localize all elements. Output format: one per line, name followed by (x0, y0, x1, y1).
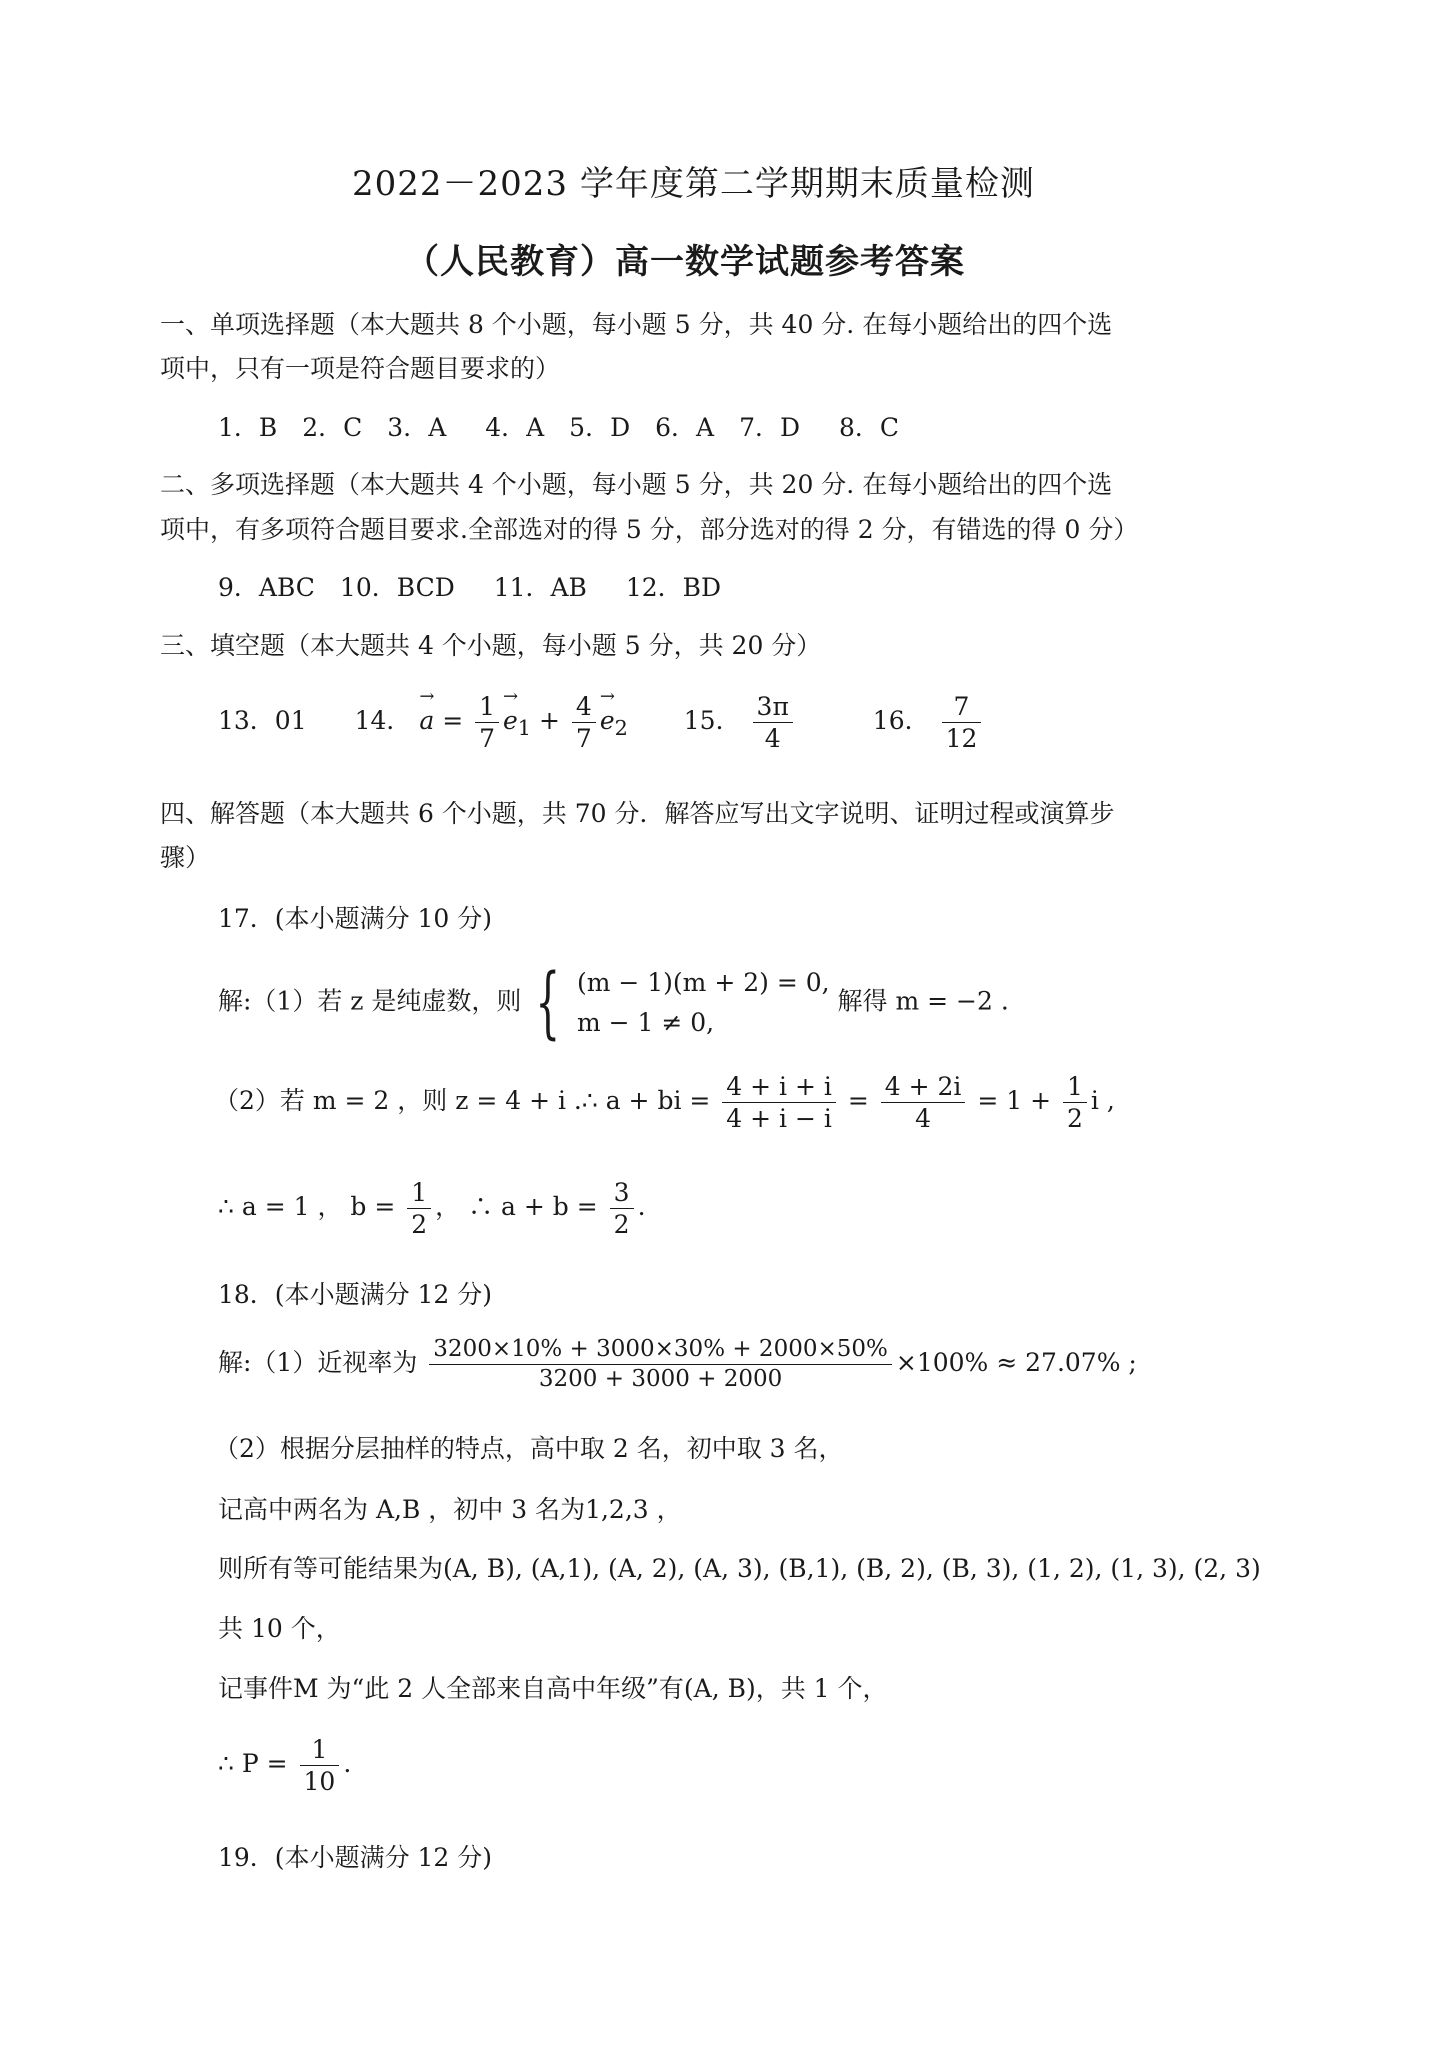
sec1-heading-line1: 一、单项选择题（本大题共 8 个小题，每小题 5 分，共 40 分. 在每小题给出的四个选 (160, 310, 1113, 339)
q14-label: 14． (354, 706, 412, 735)
vector-a: → a (419, 708, 434, 733)
q18-part1 (218, 1338, 1137, 1391)
q18-part7-prefix: ∴ P = (218, 1749, 288, 1778)
q18-part7 (218, 1737, 351, 1794)
q17-part3-b: ， ∴ a + b = (435, 1192, 598, 1221)
q17-header: 17．(本小题满分 10 分) (218, 904, 493, 933)
q18-header: 18．(本小题满分 12 分) (218, 1280, 493, 1309)
vector-e1: → e (503, 708, 518, 733)
sec2-heading-line2: 项中，有多项符合题目要求.全部选对的得 5 分，部分选对的得 2 分，有错选的得 0 分） (160, 515, 1139, 544)
fraction-q17-1: $\frac{4 + i + i}{4 + i - i}$ (722, 1074, 836, 1131)
q18-part7-suffix: . (343, 1749, 352, 1778)
sec1-heading-line2: 项中，只有一项是符合题目要求的） (160, 354, 561, 383)
q17-part1 (218, 958, 1009, 1048)
sec3-heading: 三、填空题（本大题共 4 个小题，每小题 5 分，共 20 分） (160, 631, 822, 660)
q18-part5: 共 10 个， (218, 1614, 341, 1643)
fraction-7-12: $\frac{7}{12}$ (942, 694, 982, 751)
fraction-q17-4: $\frac{1}{2}$ (407, 1180, 431, 1237)
q17-part2-mid: = 1 + (977, 1086, 1052, 1115)
q15-label: 15． (683, 706, 741, 735)
q17-part2-prefix: （2）若 m = 2 ，则 z = 4 + i .∴ a + bi = (214, 1086, 711, 1115)
q17-part2: （2）若 m = 2 ，则 z = 4 + i .∴ a + bi = $\frac{4 + i + i}{4 + i - i}$ = $\frac{4 + 2i}{4}$ = 1 + $\frac{1}{2}$ i , (214, 1072, 1115, 1133)
equation-2: m − 1 ≠ 0, (576, 1008, 715, 1037)
left-brace-icon: { (535, 958, 561, 1048)
sec2-heading-line1: 二、多项选择题（本大题共 4 个小题，每小题 5 分，共 20 分. 在每小题给出的四个选 (160, 470, 1113, 499)
q18-part1-prefix: 解:（1）近视率为 (218, 1348, 418, 1377)
equation-system (577, 963, 830, 1043)
fraction-4-7: $\frac{4}{7}$ (572, 694, 596, 751)
sec1-answers: 1．B 2．C 3．A 4．A 5．D 6．A 7．D 8．C (218, 413, 900, 442)
q17-part3-a: ∴ a = 1 ， b = (218, 1192, 396, 1221)
q17-part3-c: . (637, 1192, 646, 1221)
page-subtitle: （人民教育）高一数学试题参考答案 (405, 242, 965, 282)
fraction-q17-5: $\frac{3}{2}$ (610, 1180, 634, 1237)
fraction-3pi-4: $\frac{3\pi}{4}$ (753, 694, 793, 751)
q19-header: 19．(本小题满分 12 分) (218, 1843, 493, 1872)
q18-part4: 则所有等可能结果为(A, B), (A,1), (A, 2), (A, 3), (B,1), (B, 2), (B, 3), (1, 2), (1, 3), (2, 3) (218, 1554, 1261, 1583)
fraction-q17-3: $\frac{1}{2}$ (1063, 1074, 1087, 1131)
q18-part3: 记高中两名为 A,B ，初中 3 名为1,2,3 ， (218, 1495, 682, 1524)
vector-e2: → e (600, 708, 615, 733)
q18-part6: 记事件M 为“此 2 人全部来自高中年级”有(A, B)，共 1 个， (218, 1674, 888, 1703)
q17-part2-suffix: i , (1090, 1086, 1115, 1115)
sec4-heading-line2: 骤） (160, 843, 211, 872)
q18-part1-suffix: ×100% ≈ 27.07% ; (895, 1348, 1137, 1377)
equation-1: (m − 1)(m + 2) = 0, (576, 968, 830, 997)
sec3-answers: 13．01 14． → a = $\frac{1}{7}$ → $e_1$ + $\frac{4}{7}$ → $e_2$ 15． $\frac{3\pi}{4}$ 16． $\frac{7}{12}$ (218, 694, 985, 751)
q18-part2: （2）根据分层抽样的特点，高中取 2 名，初中取 3 名， (214, 1434, 844, 1463)
fraction-q17-2: $\frac{4 + 2i}{4}$ (881, 1074, 966, 1131)
fraction-1-7: $\frac{1}{7}$ (475, 694, 499, 751)
q17-part1-prefix: 解:（1）若 z 是纯虚数，则 (218, 986, 522, 1016)
q16-label: 16． (872, 706, 930, 735)
q17-part3 (218, 1180, 646, 1237)
sec2-answers: 9．ABC 10．BCD 11．AB 12．BD (218, 573, 722, 602)
fraction-q18-p: $\frac{1}{10}$ (300, 1737, 340, 1794)
page-title: 2022－2023 学年度第二学期期末质量检测 (352, 164, 1035, 204)
q13-answer: 13．01 (218, 706, 307, 735)
q17-part1-suffix: 解得 m = −2 . (837, 986, 1009, 1016)
sec4-heading-line1: 四、解答题（本大题共 6 个小题，共 70 分．解答应写出文字说明、证明过程或演算步 (160, 799, 1115, 828)
fraction-myopia-rate: $\frac{3200\times 10\% + 3000\times 30\% + 2000\times 50\%}{3200 + 3000 + 2000}$ (429, 1338, 892, 1391)
